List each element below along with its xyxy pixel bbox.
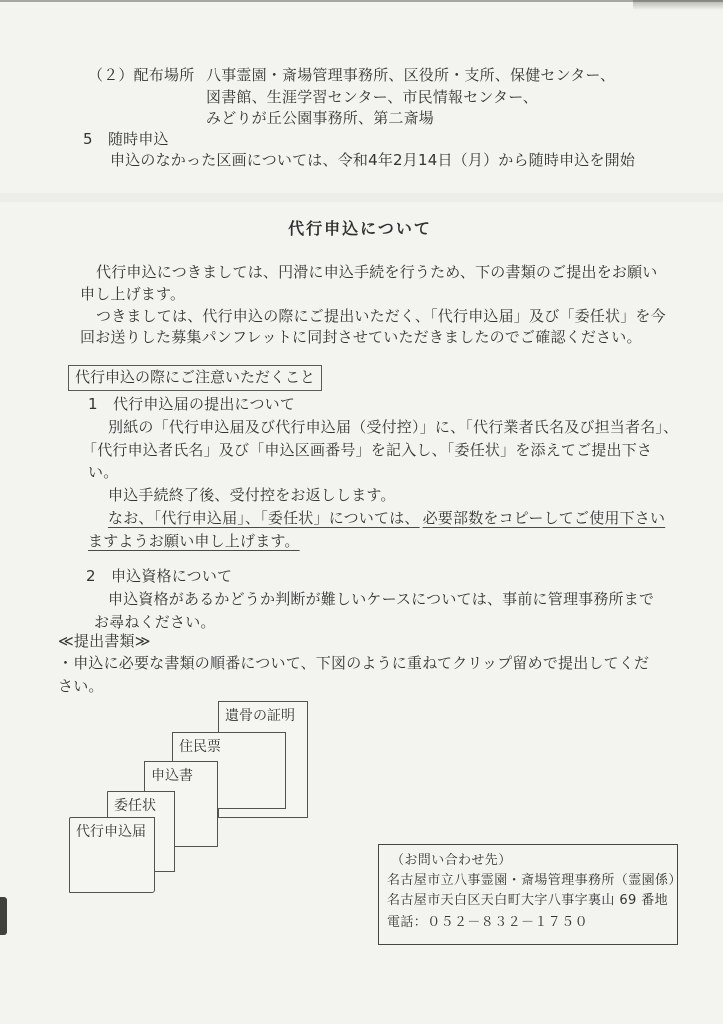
intro-paragraph2-line-2: 回お送りした募集パンフレットに同封させていただきましたのでご確認ください。 [80, 328, 642, 346]
underlined-segment-1: なお、「代行申込届」、「委任状」については、 [108, 509, 420, 527]
section1-underlined-line-1 [108, 508, 665, 529]
paper-label: 代行申込届 [76, 824, 146, 840]
section1-line-3: い。 [88, 463, 119, 481]
scan-artifact-top-edge [0, 0, 723, 2]
documents-note-line-1: ・申込に必要な書類の順番について、下図のように重ねてクリップ留めで提出してくだ [58, 654, 650, 672]
distribution-places-line-1: 八事霊園・斎場管理事務所、区役所・支所、保健センター、 [206, 66, 616, 84]
section2-title: 2 申込資格について [86, 567, 233, 585]
contact-phone: 電話：０５２－８３２－１７５０ [387, 915, 589, 930]
paper-label: 遺骨の証明 [225, 708, 295, 724]
anytime-application-heading: 5 随時申込 [83, 130, 169, 148]
section1-line-1: 別紙の「代行申込届及び代行申込届（受付控）」に、「代行業者氏名及び担当者名」、 [108, 418, 679, 436]
contact-office: 名古屋市立八事霊園・斎場管理事務所（霊園係） [387, 873, 682, 888]
distribution-places-line-2: 図書館、生涯学習センター、市民情報センター、 [206, 88, 539, 106]
section2-line-2: お尋ねください。 [94, 613, 216, 631]
underlined-segment-3: ますようお願い申し上げます。 [88, 532, 300, 550]
section1-title: 1 代行申込届の提出について [88, 395, 296, 413]
documents-heading: ≪提出書類≫ [58, 632, 151, 650]
section1-line-4: 申込手続終了後、受付控をお返しします。 [108, 486, 396, 504]
contact-box [378, 844, 682, 945]
intro-paragraph2-line-1: つきましては、代行申込の際にご提出いただく、「代行申込届」及び「委任状」を今 [96, 307, 666, 325]
section1-underlined-line-2 [88, 531, 300, 552]
page-title: 代行申込について [288, 219, 432, 238]
paper-label: 委任状 [114, 798, 156, 814]
scan-artifact-left-edge-mark [0, 897, 7, 935]
attention-boxed-heading: 代行申込の際にご注意いただくこと [68, 365, 322, 391]
contact-title: （お問い合わせ先） [391, 853, 512, 868]
section2-line-1: 申込資格があるかどうか判断が難しいケースについては、事前に管理事務所まで [108, 590, 655, 608]
intro-paragraph1-line-2: 申し上げます。 [80, 285, 186, 303]
paper-label: 住民票 [179, 739, 221, 755]
underlined-segment-2: 必要部数をコピーしてご使用下さい [422, 509, 666, 527]
scan-artifact-horizontal-band [0, 193, 723, 202]
documents-note-line-2: さい。 [58, 677, 104, 695]
contact-address: 名古屋市天白区天白町大字八事字裏山 69 番地 [387, 893, 669, 908]
anytime-application-body: 申込のなかった区画については、令和4年2月14日（月）から随時申込を開始 [110, 151, 636, 169]
paper-proxy-application-form [69, 817, 155, 893]
intro-paragraph1-line-1: 代行申込につきましては、円滑に申込手続を行うため、下の書類のご提出をお願い [96, 263, 658, 281]
distribution-places-label: （２）配布場所 [88, 66, 195, 84]
section1-line-2: 「代行申込者氏名」及び「申込区画番号」を記入し、「委任状」を添えてご提出下さ [82, 441, 653, 459]
paper-label: 申込書 [151, 768, 193, 784]
distribution-places-line-3: みどりが丘公園事務所、第二斎場 [206, 109, 435, 127]
scan-artifact-top-right-shadow [633, 0, 723, 10]
